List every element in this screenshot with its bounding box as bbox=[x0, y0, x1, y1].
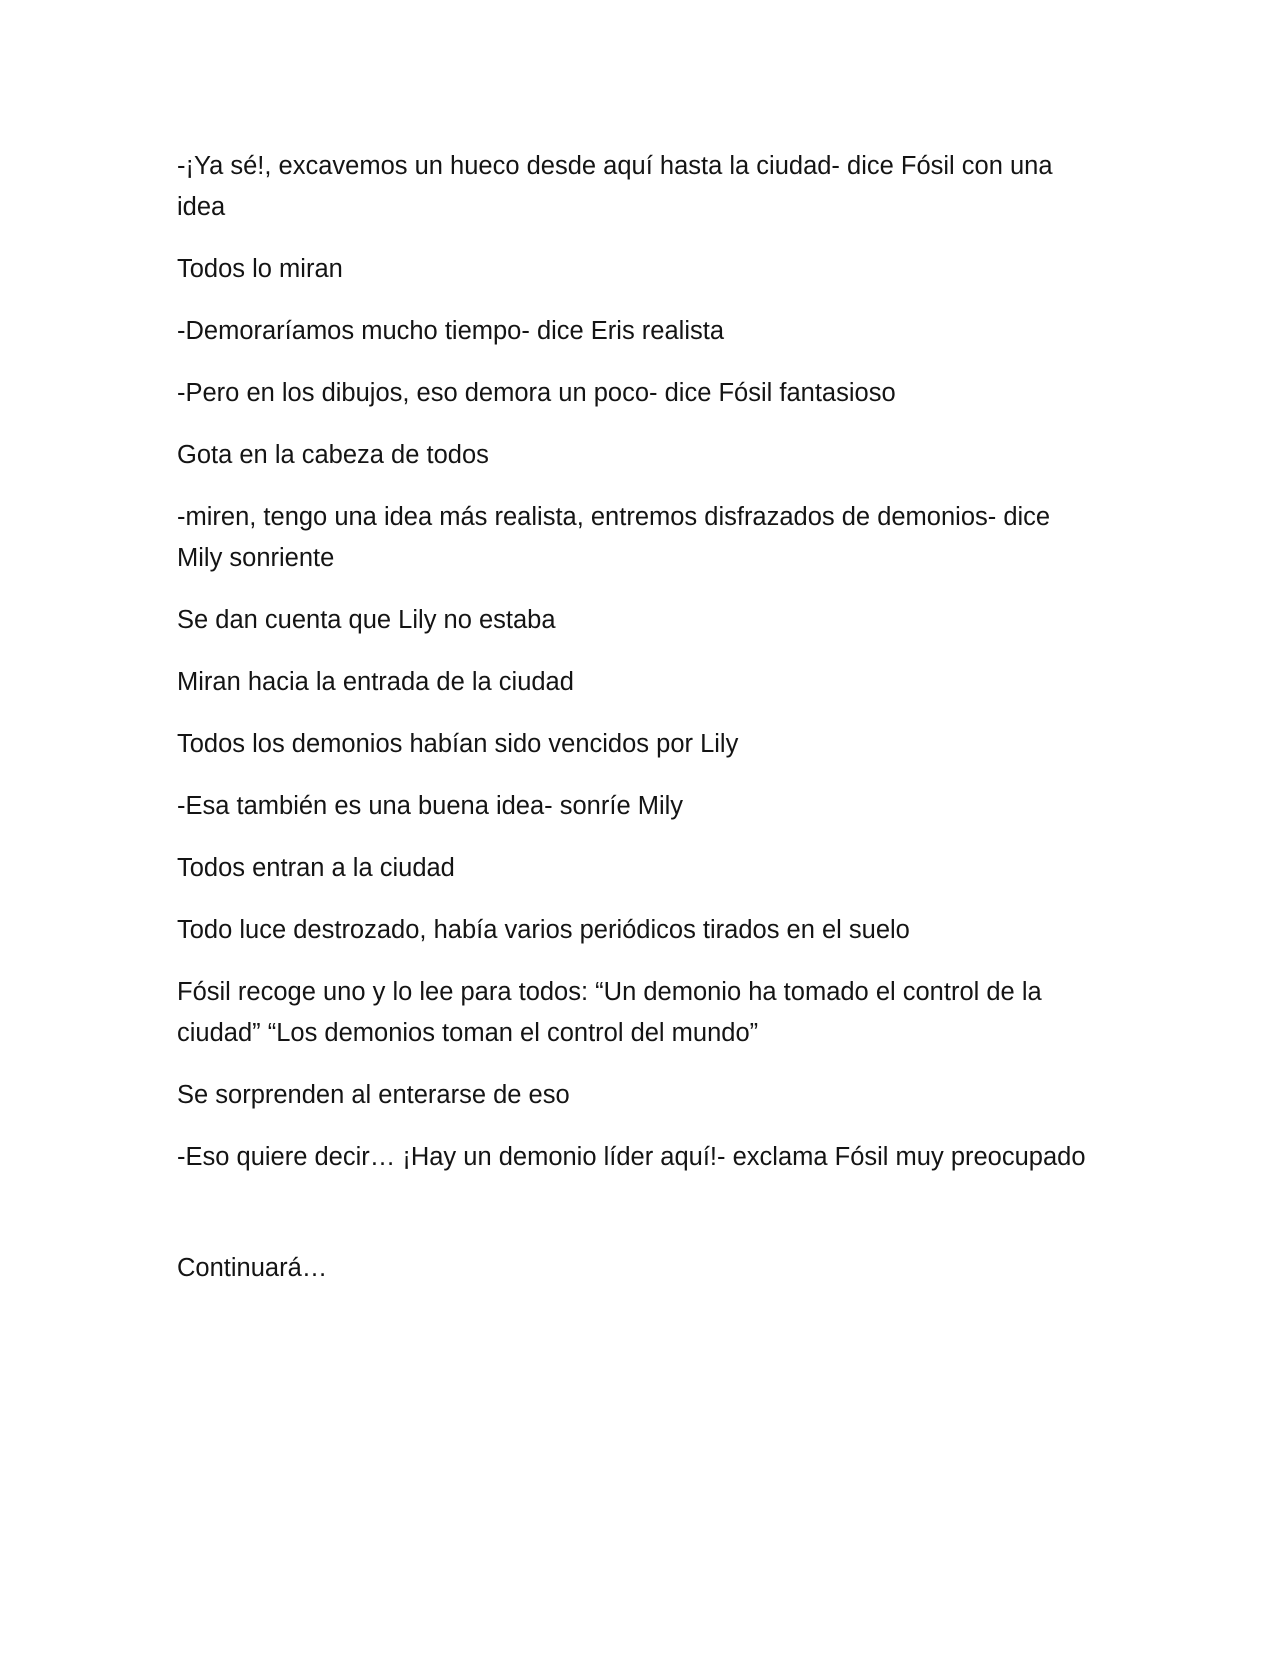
paragraph: Todo luce destrozado, había varios periódicos tirados en el suelo bbox=[177, 916, 910, 944]
paragraph: -miren, tengo una idea más realista, entremos disfrazados de demonios- dice Mily sonriente bbox=[177, 503, 1051, 572]
paragraph: -Demoraríamos mucho tiempo- dice Eris realista bbox=[177, 317, 725, 345]
paragraph: Gota en la cabeza de todos bbox=[177, 441, 489, 469]
paragraph: -Pero en los dibujos, eso demora un poco- dice Fósil fantasioso bbox=[177, 379, 896, 407]
blank-line bbox=[177, 1199, 1097, 1248]
paragraph: Todos lo miran bbox=[177, 255, 343, 283]
paragraph: Miran hacia la entrada de la ciudad bbox=[177, 668, 574, 696]
paragraph: Se dan cuenta que Lily no estaba bbox=[177, 606, 556, 634]
paragraph: Fósil recoge uno y lo lee para todos: “Un demonio ha tomado el control de la ciudad” “Los demonios toman el control del mundo” bbox=[177, 978, 1042, 1047]
paragraph: Todos los demonios habían sido vencidos por Lily bbox=[177, 730, 739, 758]
paragraph: Se sorprenden al enterarse de eso bbox=[177, 1081, 570, 1109]
paragraph: -¡Ya sé!, excavemos un hueco desde aquí hasta la ciudad- dice Fósil con una idea bbox=[177, 152, 1053, 221]
paragraph: Todos entran a la ciudad bbox=[177, 854, 455, 882]
paragraph: -Eso quiere decir… ¡Hay un demonio líder aquí!- exclama Fósil muy preocupado bbox=[177, 1143, 1086, 1171]
closing-line: Continuará… bbox=[177, 1254, 328, 1282]
paragraph: -Esa también es una buena idea- sonríe Mily bbox=[177, 792, 684, 820]
document-body bbox=[177, 146, 1097, 1310]
